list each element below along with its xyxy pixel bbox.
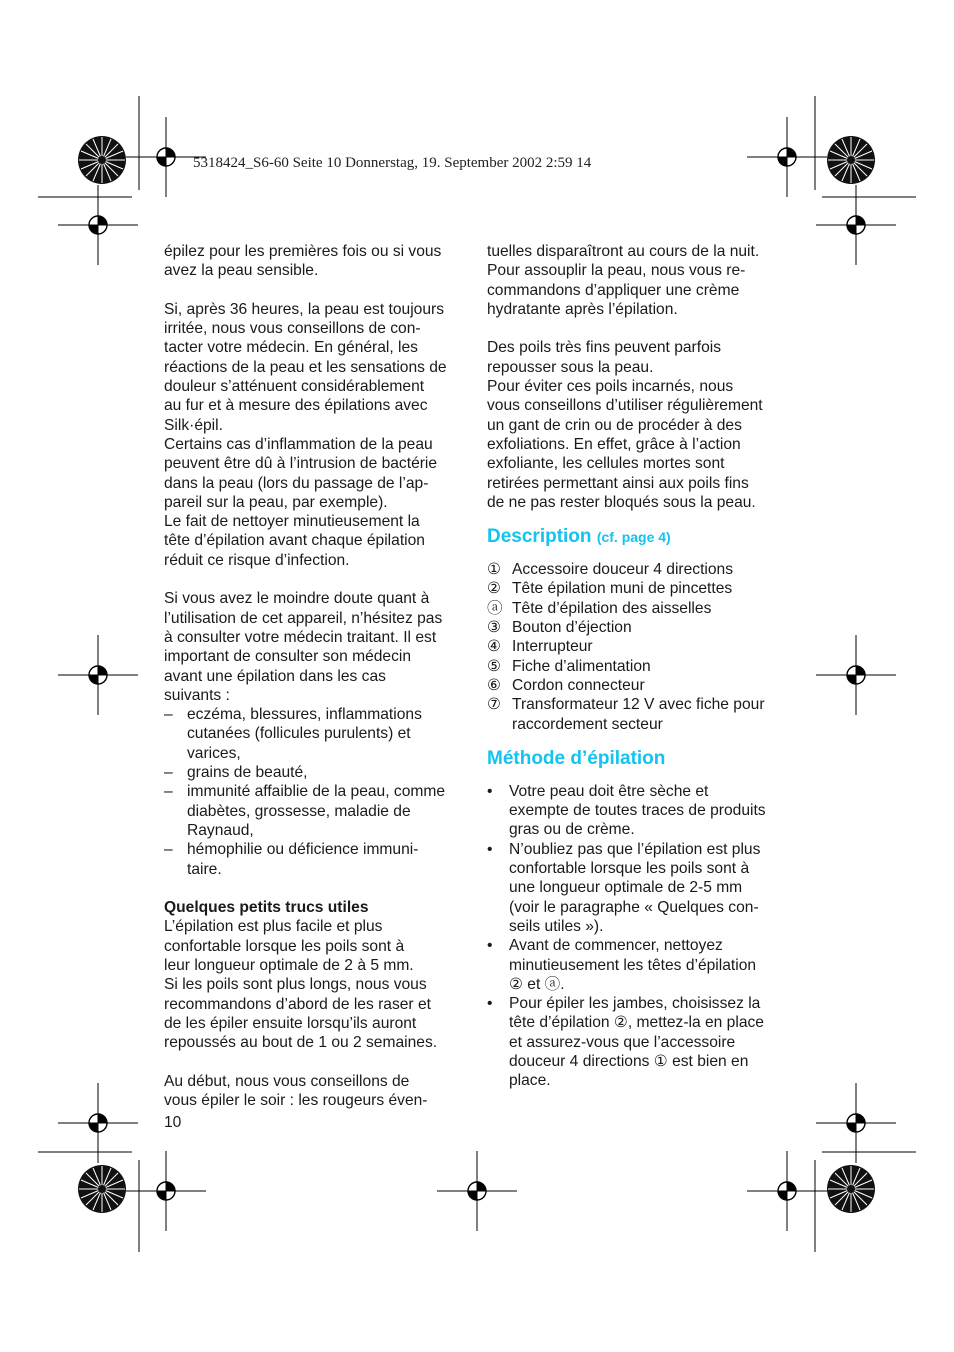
item-number: ④ (487, 638, 501, 656)
list-item (487, 782, 792, 840)
list-item-text: hémophilie ou déficience immuni- taire. (187, 841, 419, 878)
paragraph: Si, après 36 heures, la peau est toujours irritée, nous vous conseillons de con- tacter votre médecin. En général, les réactions de la peau et les sensations de douleur s’atténuent considérablement au fur et à mesure des épilations avec Silk·épil. (164, 300, 447, 434)
list-item-text: N’oubliez pas que l’épilation est plus confortable lorsque les poils sont à une longueur optimale de 2-5 mm (voir le paragraphe « Quelques con- seils utiles »). (509, 840, 761, 935)
list-item-text: Avant de commencer, nettoyez minutieusement les têtes d’épilation ② et ⓐ. (509, 937, 757, 993)
left-column (164, 242, 469, 1110)
heading-text: Description (487, 526, 592, 548)
right-column (487, 242, 792, 1091)
method-heading: Méthode d’épilation (487, 747, 666, 769)
list-item-text: Tête d’épilation des aisselles (512, 599, 712, 617)
list-item (487, 560, 792, 579)
item-number: ⑦ (487, 696, 501, 714)
paragraph: Certains cas d’inflammation de la peau peuvent être dû à l’intrusion de bactérie dans la peau (lors du passage de l’ap- pareil sur la peau, par exemple). (164, 435, 438, 511)
dash-mark: – (164, 783, 173, 801)
bullet-mark: • (487, 995, 493, 1013)
list-item (164, 705, 469, 763)
list-item-text: immunité affaiblie de la peau, comme diabètes, grossesse, maladie de Raynaud, (187, 783, 446, 839)
list-item (487, 618, 792, 637)
item-number: ⑤ (487, 657, 501, 675)
item-number: ③ (487, 619, 501, 637)
list-item-text: Bouton d’éjection (512, 619, 632, 637)
list-item (487, 676, 792, 695)
color-target-icon (827, 136, 875, 184)
list-item (487, 840, 792, 936)
list-item-text: grains de beauté, (187, 764, 308, 782)
color-target-icon (78, 136, 126, 184)
list-item-text: Accessoire douceur 4 directions (512, 561, 734, 579)
list-item-text: Fiche d’alimentation (512, 657, 651, 675)
list-item-text: Transformateur 12 V avec fiche pour raccordement secteur (512, 696, 765, 733)
item-number: ⑥ (487, 676, 501, 694)
list-item-text: Votre peau doit être sèche et exempte de toutes traces de produits gras ou de crème. (509, 782, 766, 839)
paragraph: Pour éviter ces poils incarnés, nous vous conseillons d’utiliser régulièrement un gant de crin ou de procéder à des exfoliations. En effet, grâce à l’action exfoliante, les cellules mortes sont retirées permettant ainsi aux poils fins de ne pas rester bloqués sous la peau. (487, 378, 763, 511)
bullet-mark: • (487, 782, 493, 800)
color-target-icon (78, 1165, 126, 1213)
list-item (487, 657, 792, 676)
list-item (487, 599, 792, 618)
paragraph: épilez pour les premières fois ou si vous avez la peau sensible. (164, 243, 442, 280)
paragraph: Si les poils sont plus longs, nous vous recommandons d’abord de les raser et de les épiler ensuite lorsqu’ils auront repoussés au bout de 1 ou 2 semaines. (164, 976, 438, 1052)
item-number: ② (487, 580, 501, 598)
item-number: ① (487, 561, 501, 579)
description-heading (487, 526, 792, 548)
paragraph: L’épilation est plus facile et plus confortable lorsque les poils sont à leur longueur optimale de 2 à 5 mm. (164, 918, 414, 974)
subheading: Quelques petits trucs utiles (164, 899, 369, 917)
list-item-text: Pour épiler les jambes, choisissez la tête d’épilation ②, mettez-la en place et assurez-vous que l’accessoire douceur 4 directions ① est bien en place. (509, 995, 764, 1090)
color-target-icon (827, 1165, 875, 1213)
list-item (164, 782, 469, 840)
list-item-text: Interrupteur (512, 638, 593, 656)
list-item-text: Cordon connecteur (512, 676, 645, 694)
list-item (487, 637, 792, 656)
paragraph: Des poils très fins peuvent parfois repousser sous la peau. (487, 339, 722, 376)
bullet-mark: • (487, 937, 493, 955)
paragraph: Au début, nous vous conseillons de vous épiler le soir : les rougeurs éven- (164, 1072, 428, 1110)
list-item (487, 695, 792, 734)
list-item-text: eczéma, blessures, inflammations cutanées (follicules purulents) et varices, (187, 706, 422, 762)
bullet-mark: • (487, 840, 493, 858)
list-item (164, 763, 469, 782)
dash-mark: – (164, 841, 173, 859)
paragraph: tuelles disparaîtront au cours de la nuit. Pour assouplir la peau, nous vous re- commandons d’appliquer une crème hydratante après l’épilation. (487, 243, 760, 318)
dash-mark: – (164, 706, 173, 724)
list-item (164, 840, 469, 879)
list-item (487, 579, 792, 598)
dash-mark: – (164, 764, 173, 782)
item-number: ⓐ (487, 599, 503, 617)
paragraph: Le fait de nettoyer minutieusement la tête d’épilation avant chaque épilation réduit ce risque d’infection. (164, 513, 425, 569)
page-number: 10 (164, 1114, 182, 1131)
paragraph: Si vous avez le moindre doute quant à l’utilisation de cet appareil, n’hésitez pas à consulter votre médecin traitant. Il est important de consulter son médecin avant une épilation dans les cas suivants : (164, 590, 443, 704)
page-reference: (cf. page 4) (596, 529, 671, 546)
list-item (487, 936, 792, 994)
print-slug: 5318424_S6-60 Seite 10 Donnerstag, 19. September 2002 2:59 14 (193, 155, 592, 171)
list-item (487, 994, 792, 1090)
list-item-text: Tête épilation muni de pincettes (512, 580, 733, 598)
